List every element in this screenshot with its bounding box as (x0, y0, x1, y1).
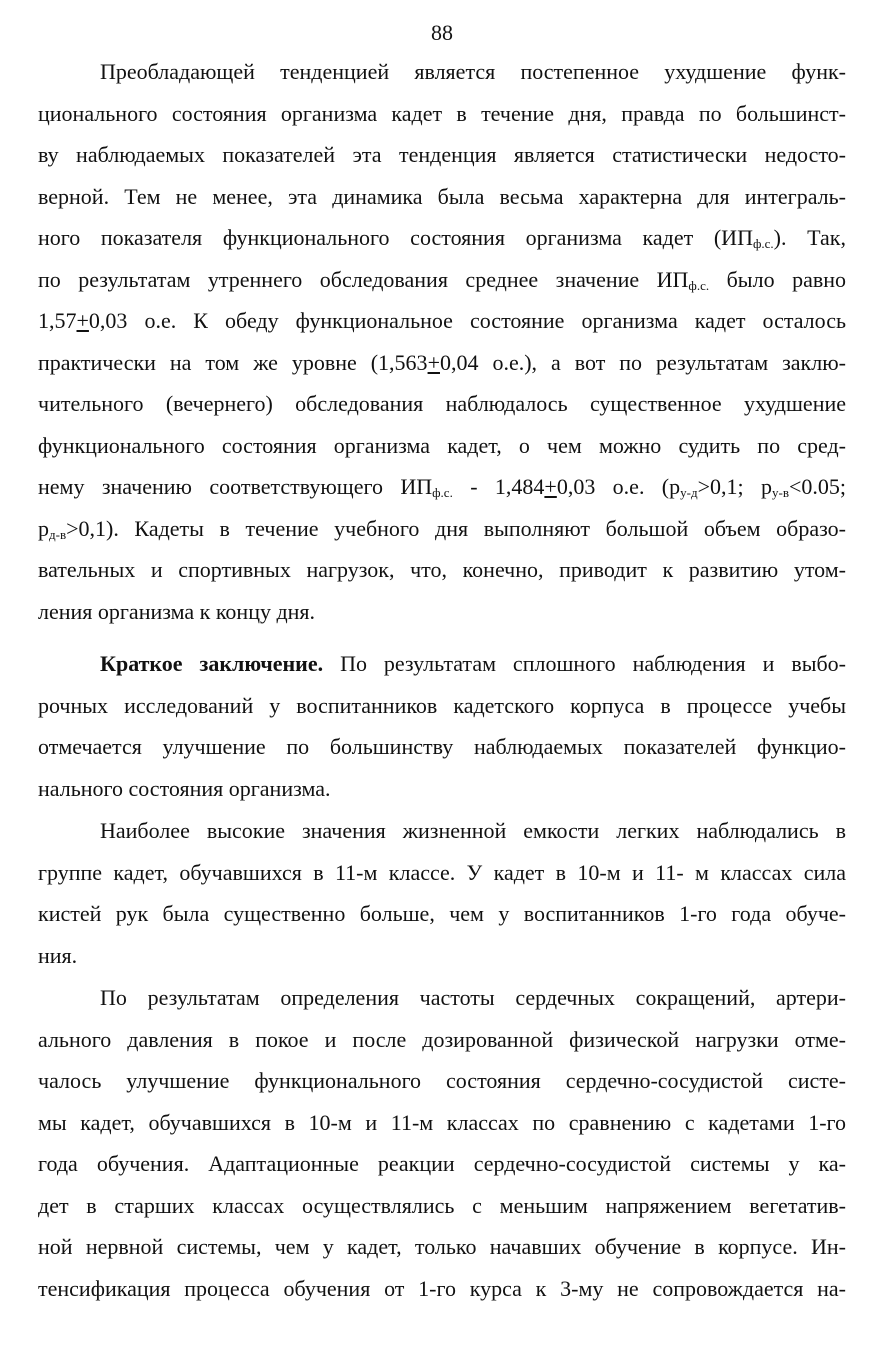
text-line: кистей рук была существенно больше, чем у воспитанников 1-го года обуче- (38, 901, 846, 926)
page-number: 88 (431, 20, 453, 45)
text-line: Преобладающей тенденцией является постепенное ухудшение функ- (100, 59, 846, 84)
text-line: Наиболее высокие значения жизненной емкости легких наблюдались в (100, 818, 846, 843)
text-line: практически на том же уровне (1,563+0,04 о.е.), а вот по результатам заклю- (38, 349, 846, 375)
text-line: рочных исследований у воспитанников кадетского корпуса в процессе учебы (38, 692, 846, 718)
text-line: года обучения. Адаптационные реакции сердечно-сосудистой системы у ка- (38, 1151, 846, 1176)
text-line: дет в старших классах осуществлялись с меньшим напряжением вегетатив- (38, 1192, 846, 1218)
text-line: нему значению соответствующего $ИП_{ф.с.} - 1,484+0,03$ о.е. ($p_{у-д}>0,1$; $p_{у-в}<0.05$; (38, 474, 846, 500)
text-line: чалось улучшение функционального состояния сердечно-сосудистой систе- (38, 1068, 846, 1093)
document-page (38, 0, 846, 1350)
text-line: отмечается улучшение по большинству наблюдаемых показателей функцио- (38, 734, 846, 759)
text-line: ву наблюдаемых показателей эта тенденция является статистически недосто- (38, 142, 846, 167)
text-line: мы кадет, обучавшихся в 10-м и 11-м классах по сравнению с кадетами 1-го (38, 1109, 846, 1135)
paragraph-lung-capacity (38, 810, 846, 976)
text-line: группе кадет, обучавшихся в 11-м классе. У кадет в 10-м и 11- м классах сила (38, 859, 846, 885)
paragraph-brief-conclusion (38, 643, 846, 809)
text-line: ной нервной системы, чем у кадет, только начавших обучение в корпусе. Ин- (38, 1234, 846, 1259)
text-line: ционального состояния организма кадет в течение дня, правда по большинст- (38, 100, 846, 126)
text-line: нального состояния организма. (38, 775, 331, 801)
conclusion-heading: Краткое заключение. (100, 651, 324, 676)
paragraph-cardiovascular (38, 977, 846, 1309)
text-line: ного показателя функционального состояния организма кадет $(ИП_{ф.с.})$. Так, (38, 225, 846, 251)
text-line: 1,57+0,03 о.е. К обеду функциональное состояние организма кадет осталось (38, 308, 846, 333)
text-line: Краткое заключение. По результатам сплошного наблюдения и выбо- (100, 651, 847, 676)
paragraph-functional-state-dynamics (38, 51, 846, 632)
text-line: чительного (вечернего) обследования наблюдалось существенное ухудшение (38, 391, 846, 416)
text-line: ния. (38, 942, 78, 968)
text-line: функционального состояния организма кадет, о чем можно судить по сред- (38, 432, 846, 458)
text-line: по результатам утреннего обследования среднее значение $ИП_{ф.с.}$ было равно (38, 266, 846, 293)
text-line: ления организма к концу дня. (38, 598, 316, 624)
text-line: вательных и спортивных нагрузок, что, конечно, приводит к развитию утом- (38, 557, 846, 582)
text-line: ального давления в покое и после дозированной физической нагрузки отме- (38, 1026, 846, 1052)
text-line: тенсификация процесса обучения от 1-го курса к 3-му не сопровождается на- (38, 1275, 846, 1301)
text-line: По результатам определения частоты сердечных сокращений, артери- (100, 985, 846, 1010)
text-line: $p_{д-в}>0,1$). Кадеты в течение учебного дня выполняют большой объем образо- (38, 515, 846, 542)
text-line: верной. Тем не менее, эта динамика была весьма характерна для интеграль- (38, 183, 846, 209)
